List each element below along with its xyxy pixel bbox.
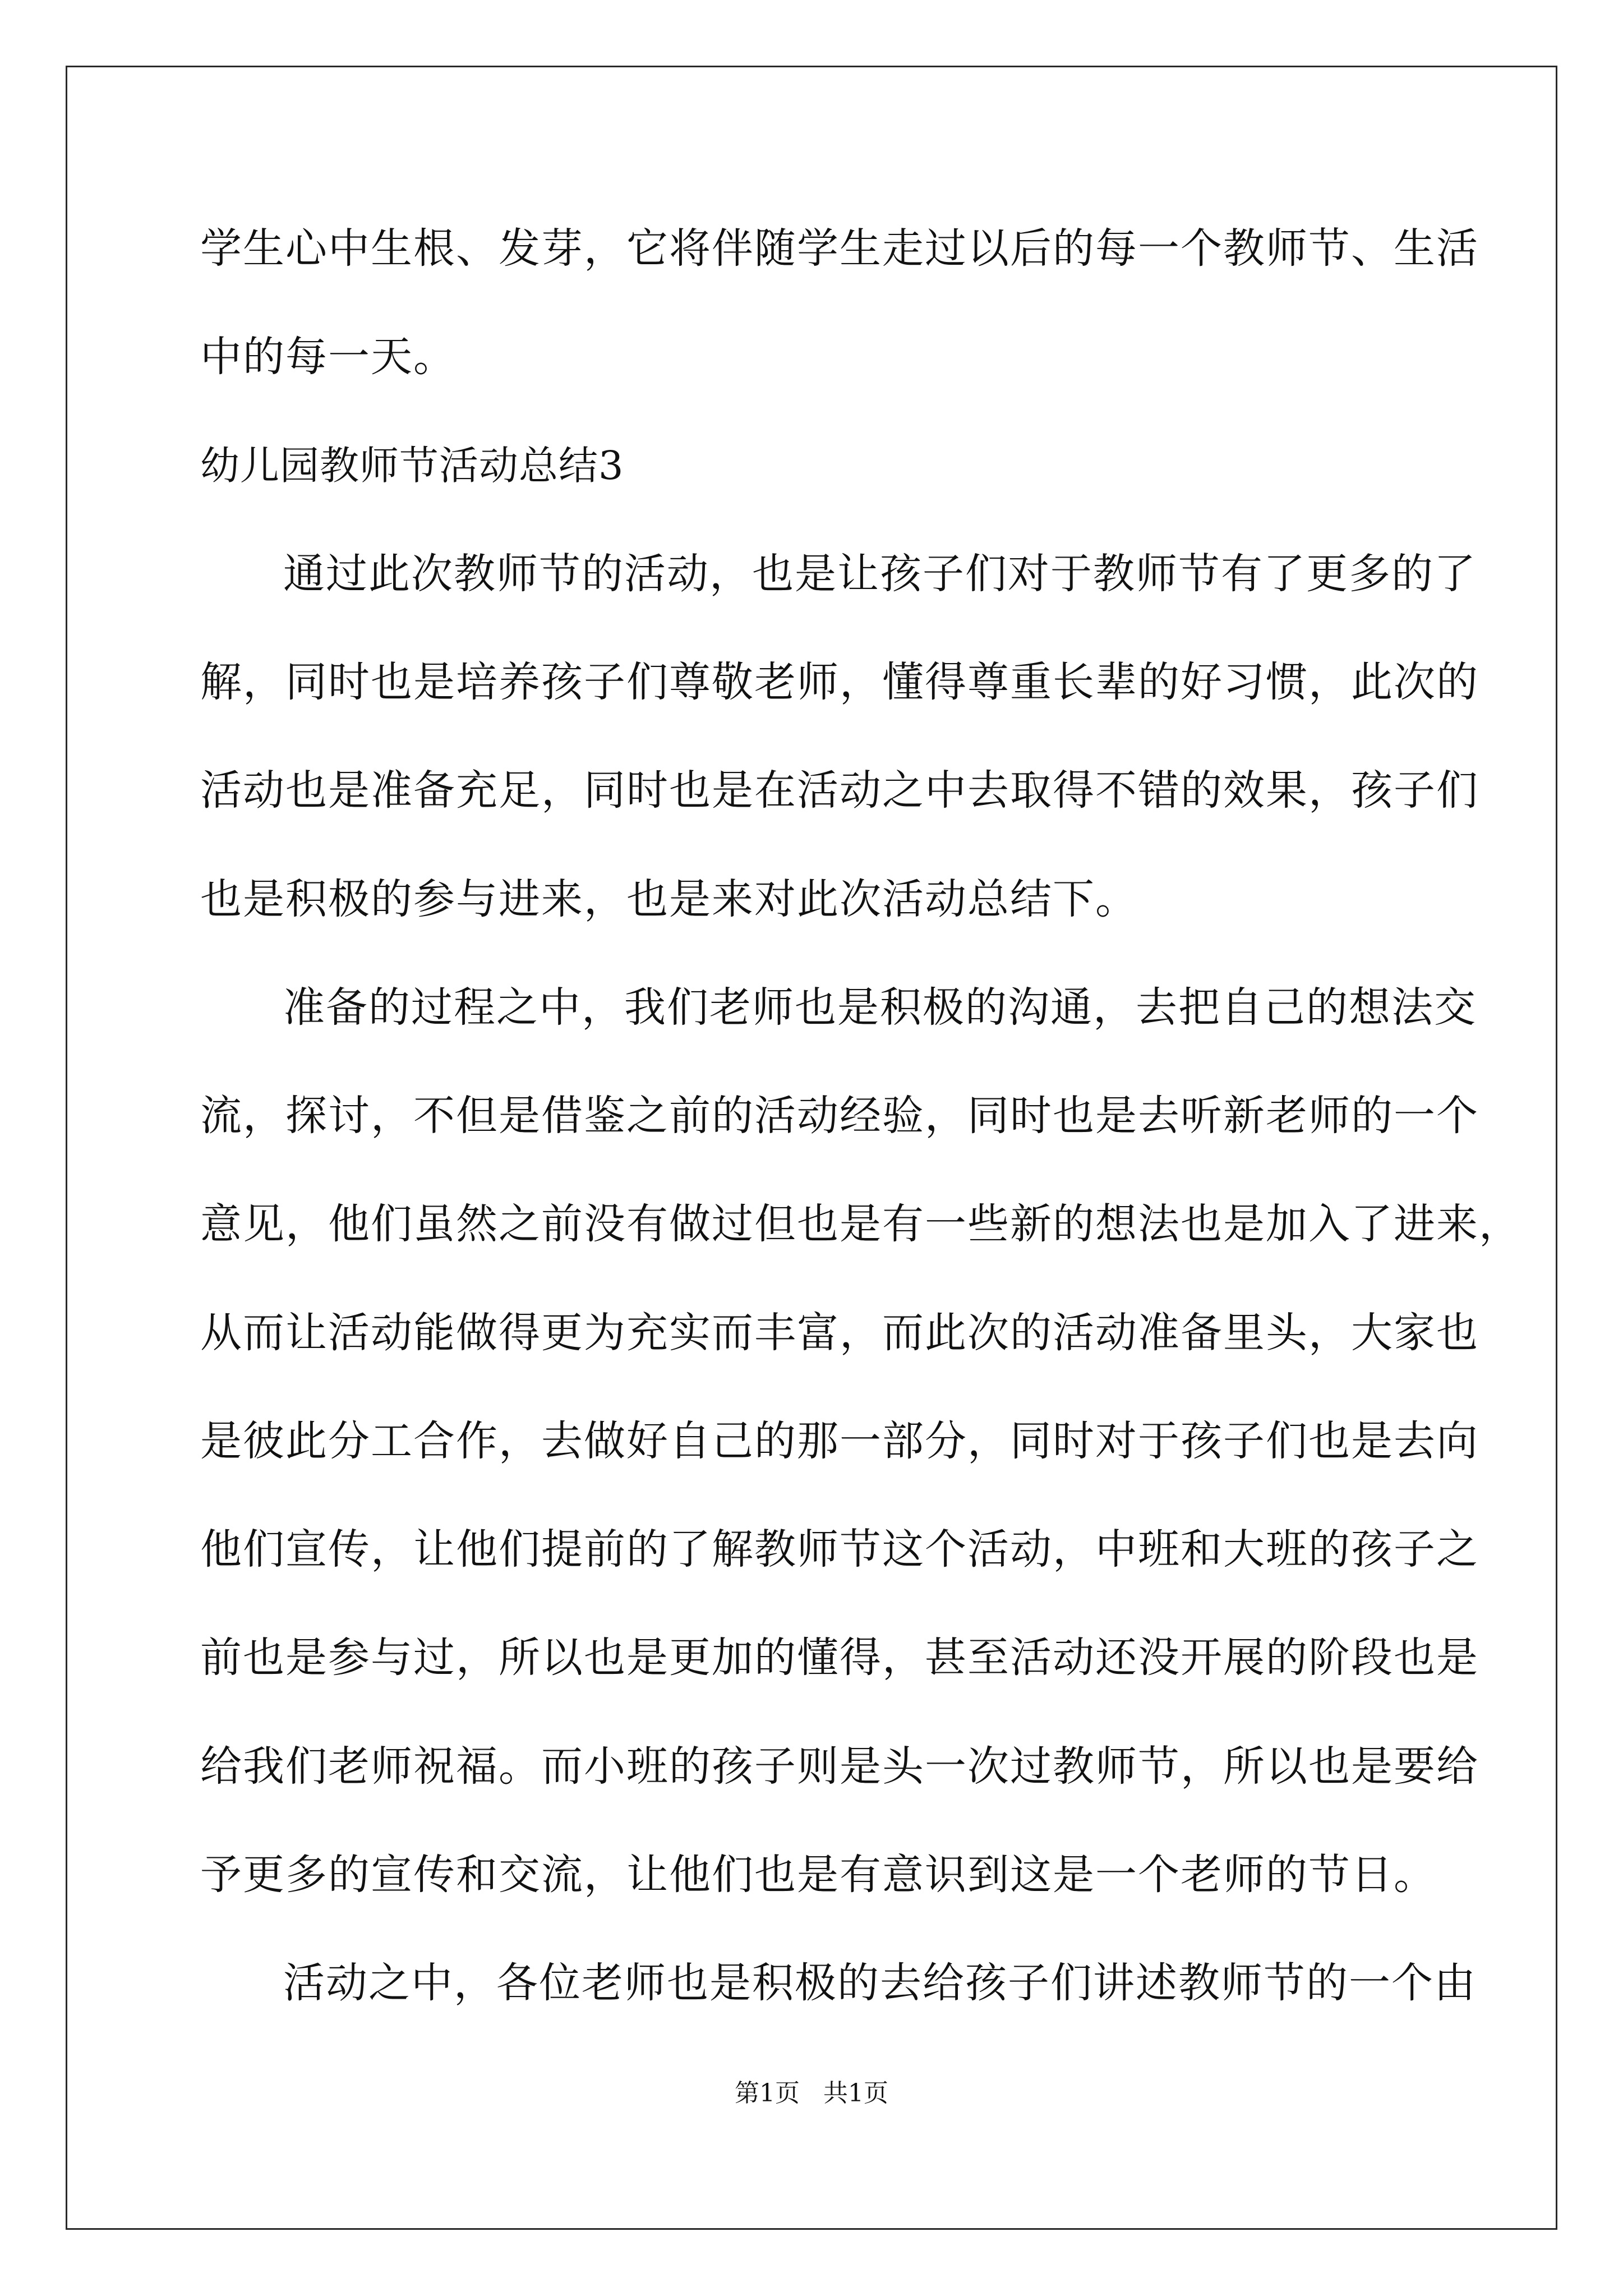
paragraph-line: 准备的过程之中，我们老师也是积极的沟通，去把自己的想法交	[283, 983, 1477, 1032]
paragraph-line: 给我们老师祝福。而小班的孩子则是头一次过教师节，所以也是要给	[200, 1742, 1479, 1791]
paragraph-line: 前也是参与过，所以也是更加的懂得，甚至活动还没开展的阶段也是	[200, 1634, 1479, 1682]
page-number-current: 第1页	[735, 2079, 800, 2108]
section-heading: 幼儿园教师节活动总结3	[200, 443, 624, 489]
paragraph-line: 活动之中，各位老师也是积极的去给孩子们讲述教师节的一个由	[283, 1959, 1477, 2007]
paragraph-line: 通过此次教师节的活动，也是让孩子们对于教师节有了更多的了	[283, 550, 1477, 598]
page-footer	[0, 2077, 1623, 2110]
paragraph-line: 解，同时也是培养孩子们尊敬老师，懂得尊重长辈的好习惯，此次的	[200, 658, 1479, 706]
paragraph-line: 活动也是准备充足，同时也是在活动之中去取得不错的效果，孩子们	[200, 766, 1479, 815]
paragraph-line: 流，探讨，不但是借鉴之前的活动经验，同时也是去听新老师的一个	[200, 1092, 1479, 1140]
page-border	[66, 66, 1557, 2230]
paragraph-line: 中的每一天。	[200, 333, 456, 381]
paragraph-line: 他们宣传，让他们提前的了解教师节这个活动，中班和大班的孩子之	[200, 1525, 1479, 1573]
paragraph-line: 学生心中生根、发芽，它将伴随学生走过以后的每一个教师节、生活	[200, 224, 1479, 273]
page-number-total: 共1页	[823, 2079, 888, 2108]
paragraph-line: 从而让活动能做得更为充实而丰富，而此次的活动准备里头，大家也	[200, 1309, 1479, 1357]
paragraph-line: 意见，他们虽然之前没有做过但也是有一些新的想法也是加入了进来，	[200, 1200, 1521, 1248]
paragraph-line: 是彼此分工合作，去做好自己的那一部分，同时对于孩子们也是去向	[200, 1417, 1479, 1465]
paragraph-line: 也是积极的参与进来，也是来对此次活动总结下。	[200, 875, 1138, 923]
paragraph-line: 予更多的宣传和交流，让他们也是有意识到这是一个老师的节日。	[200, 1851, 1436, 1899]
